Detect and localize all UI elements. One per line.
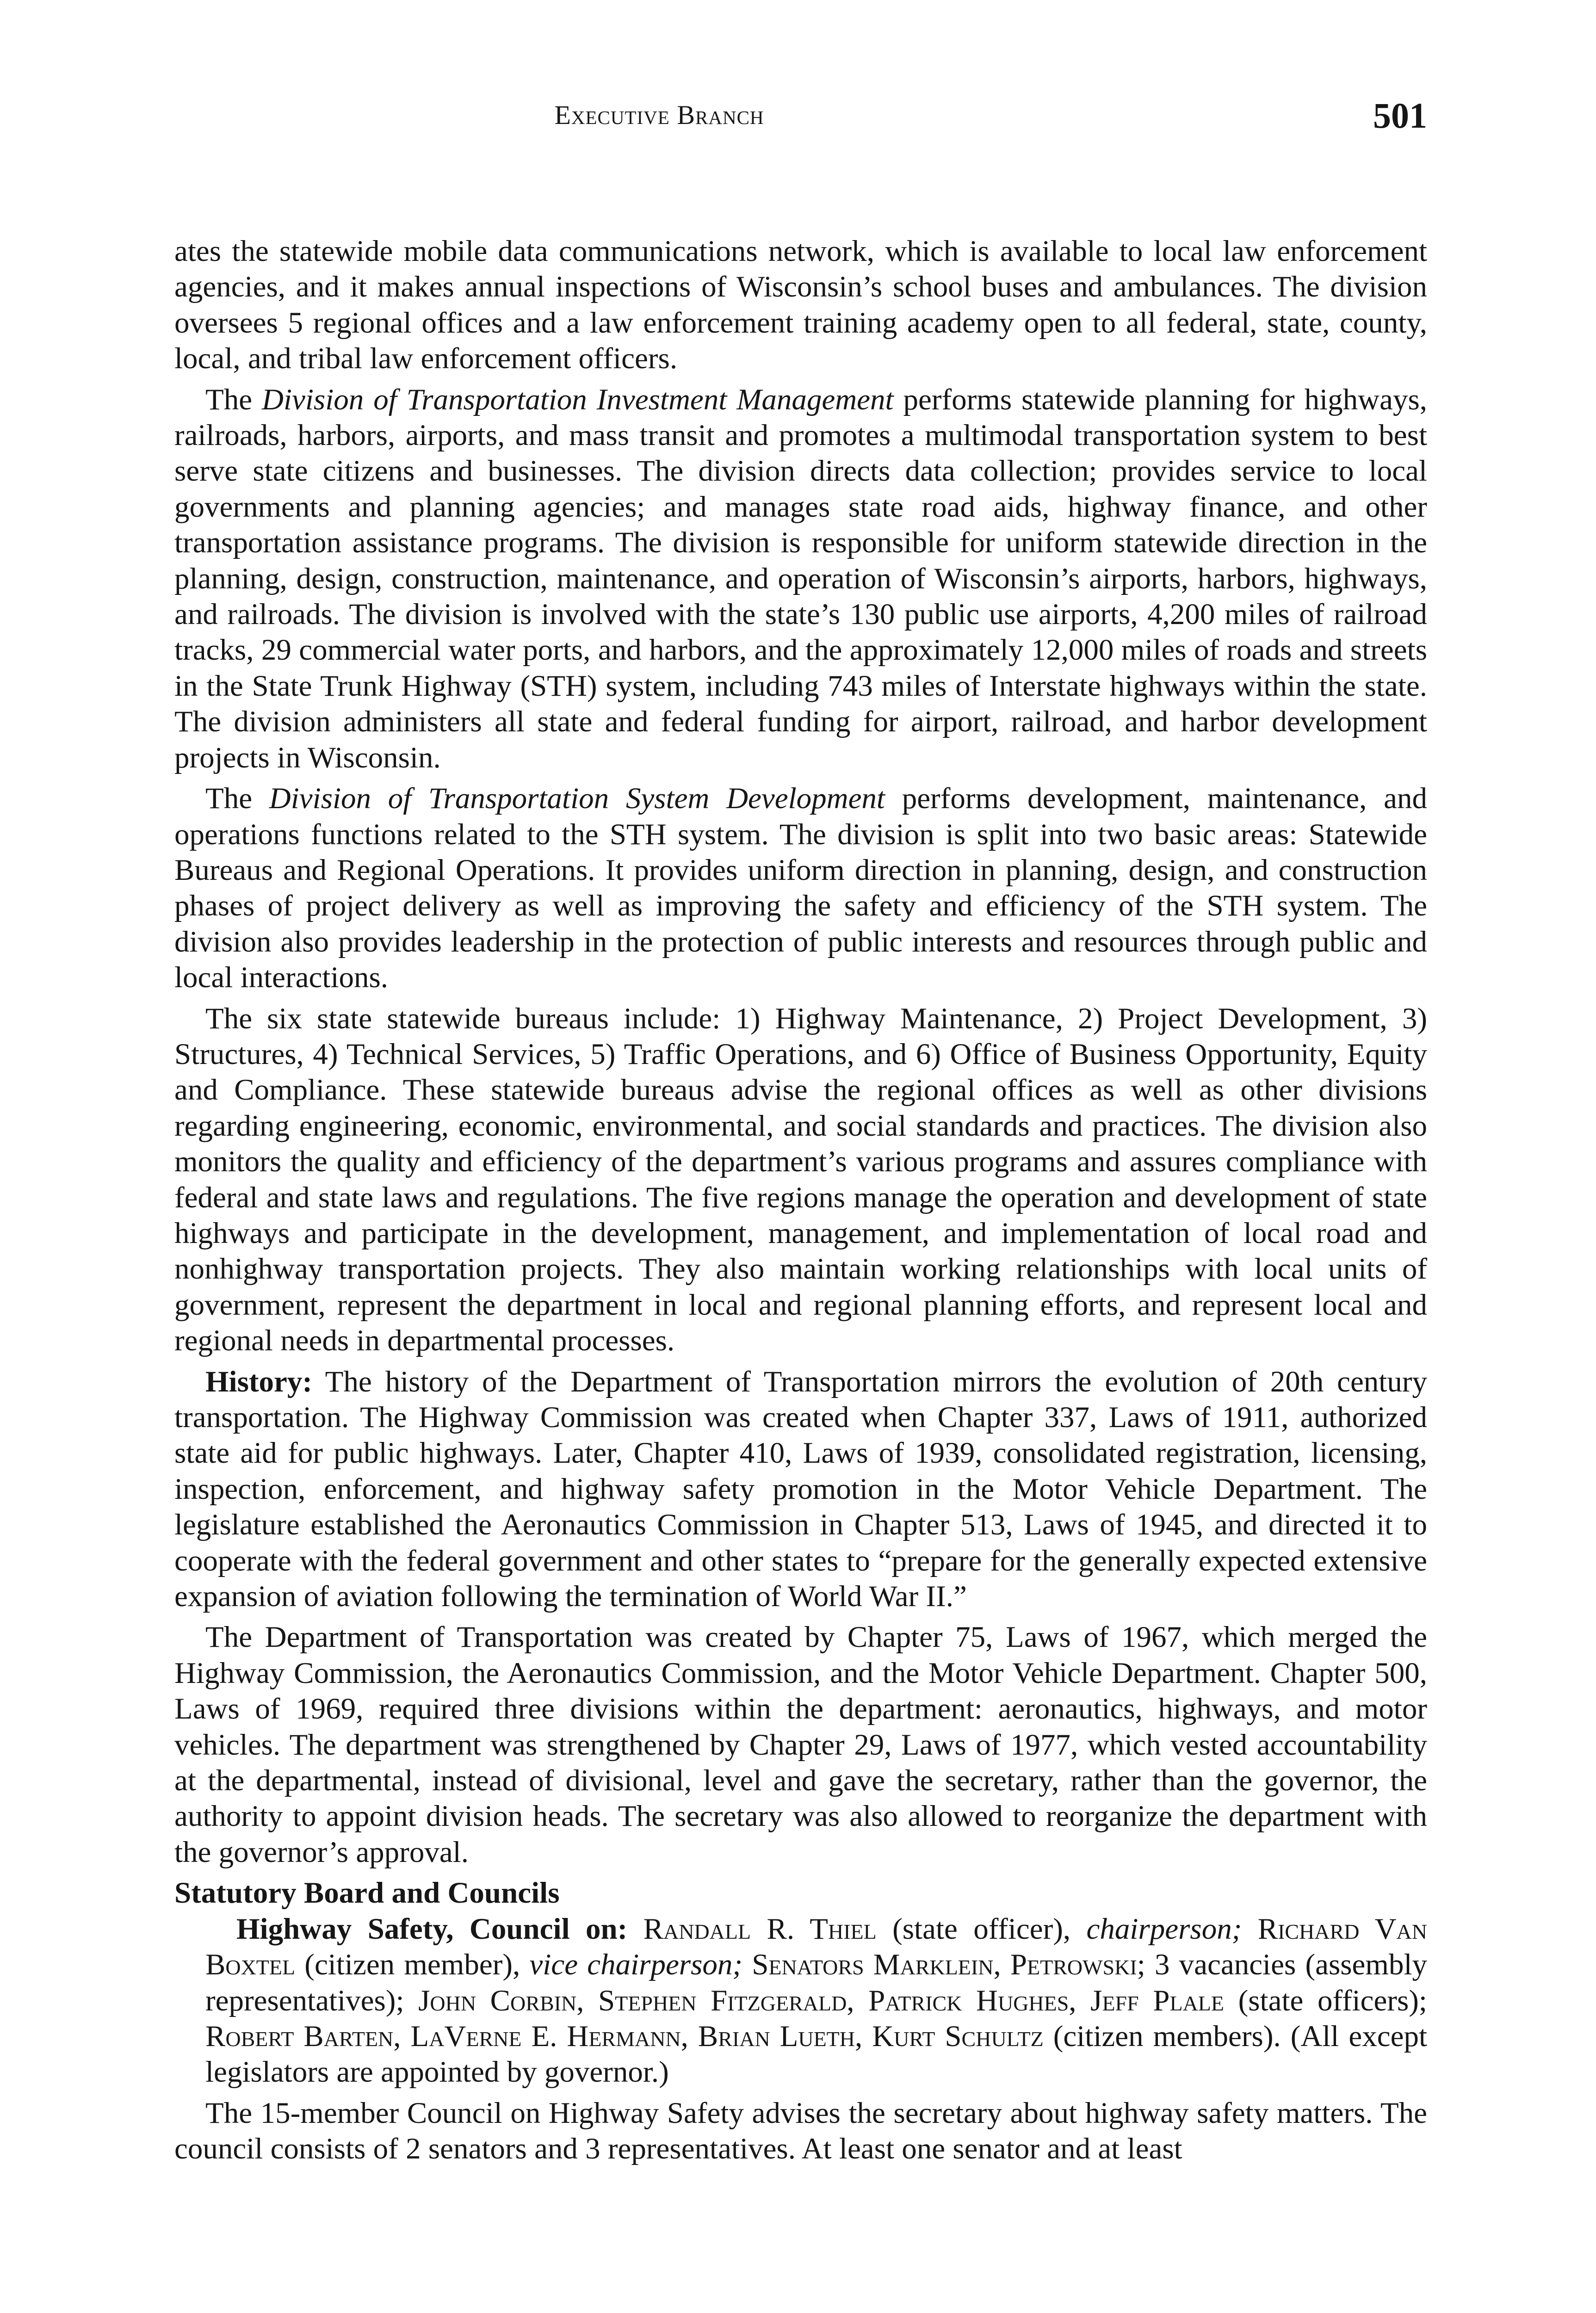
paragraph-lead: The [205, 383, 262, 416]
page-header [0, 95, 1427, 146]
division-name: Division of Transportation Investment Management [262, 383, 894, 416]
division-name: Division of Transportation System Development [269, 782, 885, 816]
page-number: 501 [1373, 95, 1427, 136]
body-text [174, 234, 1427, 2167]
paragraph-text: performs development, maintenance, and operations functions related to the STH system. The division is split into two basic areas: Statewide Bureaus and Regional Operations. It provides uniform direction in planning, design, and construction phases of project delivery as well as improving the safety and efficiency of the STH system. The division also provides leadership in the protection of public interests and resources through public and local interactions. [174, 782, 1427, 995]
paragraph-investment-management [174, 382, 1427, 776]
citizens-note: (citizen members). (All except legislators are appointed by governor.) [205, 2019, 1427, 2089]
paragraph-statewide-bureaus: The six state statewide bureaus include: 1) Highway Maintenance, 2) Project Development, 3) Structures, 4) Technical Services, 5) Traffic Operations, and 6) Office of Business Opportunity, Equity and Compliance. These statewide bureaus advise the regional offices as well as other divisions regarding engineering, economic, environmental, and social standards and practices. The division also monitors the quality and efficiency of the department’s various programs and assures compliance with federal and state laws and regulations. The five regions manage the operation and development of state highways and participate in the development, management, and implementation of local road and nonhighway transportation projects. They also maintain working relationships with local units of government, represent the department in local and regional planning efforts, and represent local and regional needs in departmental processes. [174, 1002, 1427, 1358]
state-officers: John Corbin, Stephen Fitzgerald, Patrick Hughes, Jeff Plale [418, 1984, 1224, 2017]
section-heading: Statutory Board and Councils [174, 1876, 560, 1910]
history-label: History: [205, 1365, 313, 1398]
paragraph-system-development [174, 781, 1427, 996]
chair-role-note: (state officer), [876, 1912, 1087, 1946]
vice-role-note: (citizen member), [295, 1948, 530, 1982]
paragraph-text: performs statewide planning for highways, railroads, harbors, airports, and mass transit and promotes a multimodal transportation system to best serve state citizens and businesses. The division directs data collection; provides service to local governments and planning agencies; and manages state road aids, highway finance, and other transportation assistance programs. The division is responsible for uniform statewide direction in the planning, design, construction, maintenance, and operation of Wisconsin’s airports, harbors, highways, and railroads. The division is involved with the state’s 130 public use airports, 4,200 miles of railroad tracks, 29 commercial water ports, and harbors, and the approximately 12,000 miles of roads and streets in the State Trunk Highway (STH) system, including 743 miles of Interstate highways within the state. The division administers all state and federal funding for airport, railroad, and harbor development projects in Wisconsin. [174, 383, 1427, 774]
paragraph-history [174, 1364, 1427, 1615]
running-head: Executive Branch [554, 100, 764, 130]
paragraph-lead: The [205, 782, 269, 816]
chair-name: Randall R. Thiel [643, 1912, 877, 1946]
vice-chair-name: Richard Van Boxtel [205, 1912, 1427, 1982]
citizen-members: Robert Barten, LaVerne E. Hermann, Brian Lueth, Kurt Schultz [205, 2019, 1044, 2053]
history-text: The history of the Department of Transportation mirrors the evolution of 20th century transportation. The Highway Commission was created when Chapter 337, Laws of 1911, authorized state aid for public highways. Later, Chapter 410, Laws of 1939, consolidated registration, licensing, inspection, enforcement, and highway safety promotion in the Motor Vehicle Department. The legislature established the Aeronautics Commission in Chapter 513, Laws of 1945, and directed it to cooperate with the federal government and other states to “prepare for the generally expected extensive expansion of aviation following the termination of World War II.” [174, 1365, 1427, 1614]
paragraph-council-description: The 15-member Council on Highway Safety advises the secretary about highway safety matters. The council consists of 2 senators and 3 representatives. At least one senator and at least [174, 2096, 1427, 2166]
paragraph-continued: ates the statewide mobile data communications network, which is available to local law enforcement agencies, and it makes annual inspections of Wisconsin’s school buses and ambulances. The division oversees 5 regional offices and a law enforcement training academy open to all federal, state, county, local, and tribal law enforcement officers. [174, 235, 1427, 376]
council-entry [174, 1911, 1427, 2090]
senators: Senators Marklein, Petrowski [752, 1948, 1137, 1982]
vice-chair-title: vice chairperson; [529, 1948, 743, 1982]
vacancies-note: ; 3 vacancies (assembly representatives); [205, 1948, 1428, 2017]
state-officers-note: (state officers); [1224, 1984, 1427, 2017]
paragraph-department-created: The Department of Transportation was created by Chapter 75, Laws of 1967, which merged the Highway Commission, the Aeronautics Commission, and the Motor Vehicle Department. Chapter 500, Laws of 1969, required three divisions within the department: aeronautics, highways, and motor vehicles. The department was strengthened by Chapter 29, Laws of 1977, which vested accountability at the departmental, instead of divisional, level and gave the secretary, rather than the governor, the authority to appoint division heads. The secretary was also allowed to reorganize the department with the governor’s approval. [174, 1620, 1427, 1869]
council-label: Highway Safety, Council on: [236, 1912, 628, 1946]
chair-title: chairperson; [1086, 1912, 1242, 1946]
